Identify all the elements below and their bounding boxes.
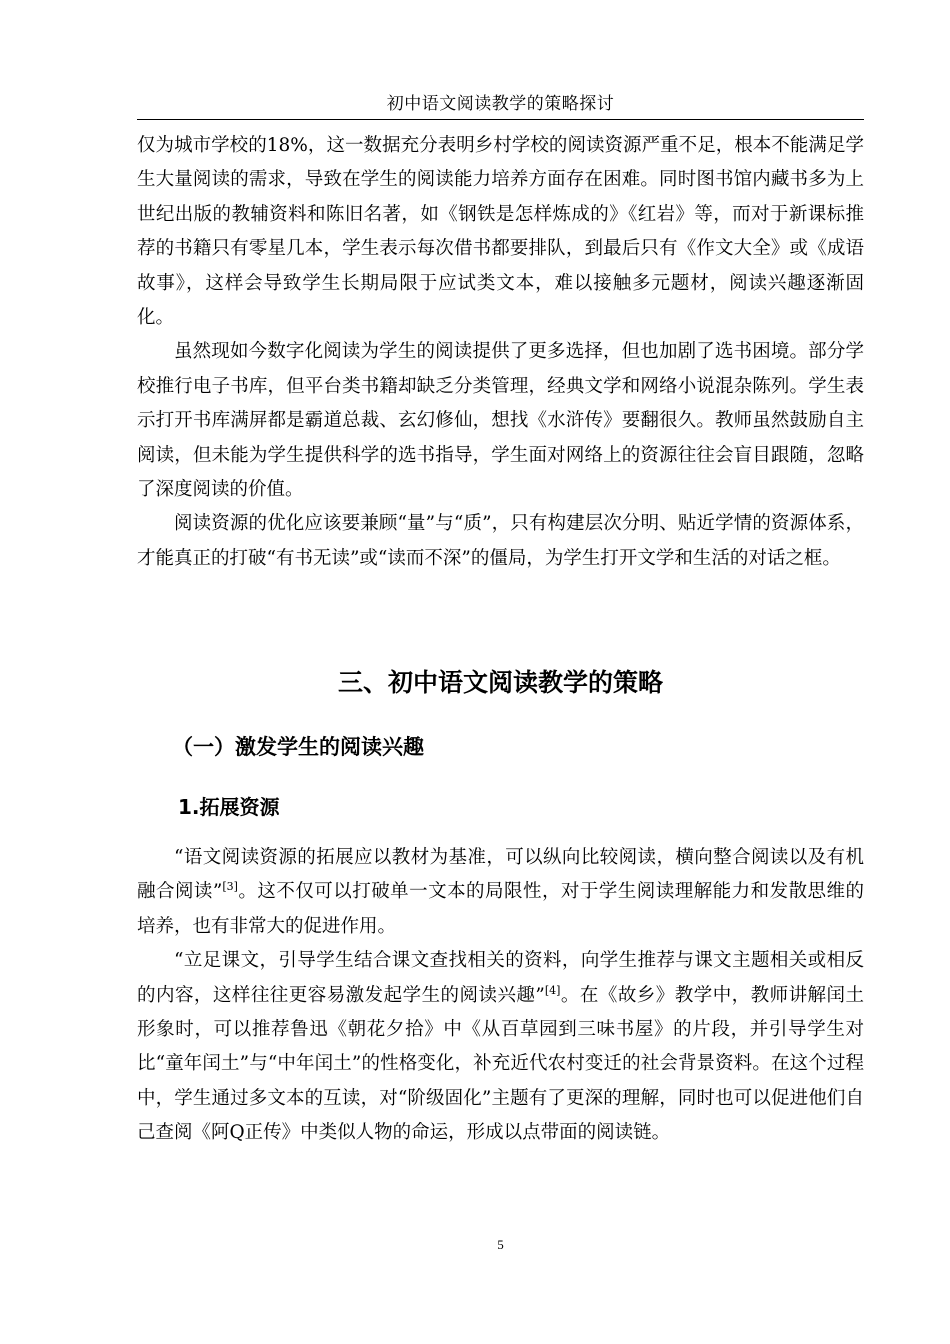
subsection-heading: （一）激发学生的阅读兴趣 xyxy=(172,735,424,759)
citation-marker[interactable]: [4] xyxy=(544,983,561,997)
paragraph-text: “语文阅读资源的拓展应以教材为基准，可以纵向比较阅读，横向整合阅读以及有机融合阅读” xyxy=(137,847,864,903)
paragraph xyxy=(137,841,864,944)
paragraph xyxy=(137,944,864,1150)
paragraph: 虽然现如今数字化阅读为学生的阅读提供了更多选择，但也加剧了选书困境。部分学校推行电子书库，但平台类书籍却缺乏分类管理，经典文学和网络小说混杂陈列。学生表示打开书库满屏都是霸道总裁、玄幻修仙，想找《水浒传》要翻很久。教师虽然鼓励自主阅读，但未能为学生提供科学的选书指导，学生面对网络上的资源往往会盲目跟随，忽略了深度阅读的价值。 xyxy=(137,341,864,501)
body-text-top xyxy=(137,129,864,576)
citation-marker[interactable]: [3] xyxy=(222,880,238,894)
header-divider xyxy=(137,119,864,120)
section-heading: 三、初中语文阅读教学的策略 xyxy=(337,668,663,697)
paragraph-text: 。在《故乡》教学中，教师讲解闰土形象时，可以推荐鲁迅《朝花夕拾》中《从百草园到三味书屋》的片段，并引导学生对比“童年闰土”与“中年闰土”的性格变化，补充近代农村变迁的社会背景资料。在这个过程中，学生通过多文本的互读，对“阶级固化”主题有了更深的理解，同时也可以促进他们自己查阅《阿Q正传》中类似人物的命运，形成以点带面的阅读链。 xyxy=(137,984,864,1144)
paragraph-text: “立足课文，引导学生结合课文查找相关的资料，向学生推荐与课文主题相关或相反的内容，这样往往更容易激发起学生的阅读兴趣” xyxy=(137,950,864,1006)
running-header: 初中语文阅读教学的策略探讨 xyxy=(386,94,615,114)
paragraph: 阅读资源的优化应该要兼顾“量”与“质”，只有构建层次分明、贴近学情的资源体系，才能真正的打破“有书无读”或“读而不深”的僵局，为学生打开文学和生活的对话之框。 xyxy=(137,513,864,569)
paragraph-continued: 仅为城市学校的18%，这一数据充分表明乡村学校的阅读资源严重不足，根本不能满足学生大量阅读的需求，导致在学生的阅读能力培养方面存在困难。同时图书馆内藏书多为上世纪出版的教辅资料和陈旧名著，如《钢铁是怎样炼成的》《红岩》等，而对于新课标推荐的书籍只有零星几本，学生表示每次借书都要排队，到最后只有《作文大全》或《成语故事》，这样会导致学生长期局限于应试类文本，难以接触多元题材，阅读兴趣逐渐固化。 xyxy=(137,135,864,329)
page-number: 5 xyxy=(497,1237,504,1252)
subsubsection-heading: 1.拓展资源 xyxy=(178,795,280,819)
paragraph-text: 。这不仅可以打破单一文本的局限性，对于学生阅读理解能力和发散思维的培养，也有非常大的促进作用。 xyxy=(137,881,864,937)
body-text-bottom xyxy=(137,841,864,1151)
